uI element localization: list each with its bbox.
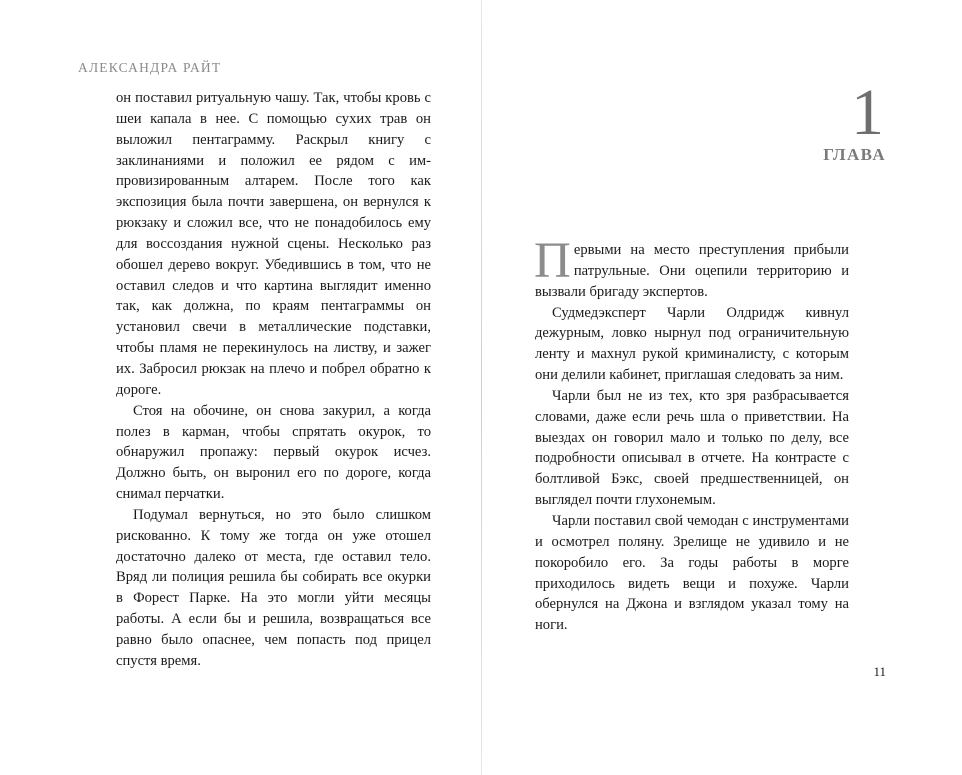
opening-paragraph [534,233,849,303]
paragraph: Чарли был не из тех, кто зря разбрасывается словами, даже если речь шла о приветствии. На выездах он говорил мало и только по делу, все подробности описывал в отчете. На контрасте с болтливой Бэкс, своей предшественницей, он выглядел почти глухонемым. [535,387,849,509]
page-number: 11 [873,664,886,679]
paragraph: Подумал вернуться, но это было слишком рискованно. К тому же тогда он уже отошел достаточно далеко от места, где оставил тело. Вряд ли полиция решила бы собирать все окурки в Форест Парке. На это могли уйти месяцы работы. А если бы и решила, возвращаться все равно было опаснее, чем попасть под прицел спустя время. [116,506,431,669]
paragraph: Стоя на обочине, он снова закурил, а когда полез в карман, чтобы спрятать окурок, то обнаружил пропажу: первый окурок исчез. Должно быть, он выронил его по дороге, когда снимал перчатки. [116,402,431,503]
opening-paragraph-text: ервыми на место преступления прибыли патрульные. Они оцепили территорию и вызвали бригаду экспертов. [535,242,849,300]
paragraph: Чарли поставил свой чемодан с инструментами и осмотрел поляну. Зрелище не удивило и не покоробило его. За годы работы в морге приходилось видеть вещи и похуже. Чарли обернулся на Джона и взглядом указал тому на ноги. [535,512,849,634]
paragraph: он поставил ритуальную чашу. Так, чтобы кровь с шеи капала в нее. С помощью сухих трав он выложил пентаграмму. Раскрыл книгу с заклинаниями и положил ее рядом с импровизированным алтарем. После того как экспозиция была почти завершена, он вернулся к рюкзаку и сложил все, что не понадобилось ему для воссоздания нужной сцены. Несколько раз обошел дерево вокруг. Убедившись в том, что не оставил следов и что картина выглядит именно так, как должна, по краям пентаграммы он установил свечи в металлические подставки, чтобы пламя не перекинулось на листву, и зажег их. Забросил рюкзак на плечо и побрел обратно к дороге. [116,90,431,398]
drop-cap: П [534,233,571,289]
chapter-number: 1 [851,76,884,149]
chapter-label: ГЛАВА [823,145,886,164]
paragraph: Судмедэксперт Чарли Олдридж кивнул дежурным, ловко нырнул под ограничительную ленту и махнул рукой криминалисту, с которым они делили кабинет, приглашая следовать за ним. [535,304,849,384]
left-page-text [116,88,431,672]
right-page [482,0,962,775]
running-head-author: АЛЕКСАНДРА РАЙТ [78,60,222,75]
right-page-text [534,233,849,636]
